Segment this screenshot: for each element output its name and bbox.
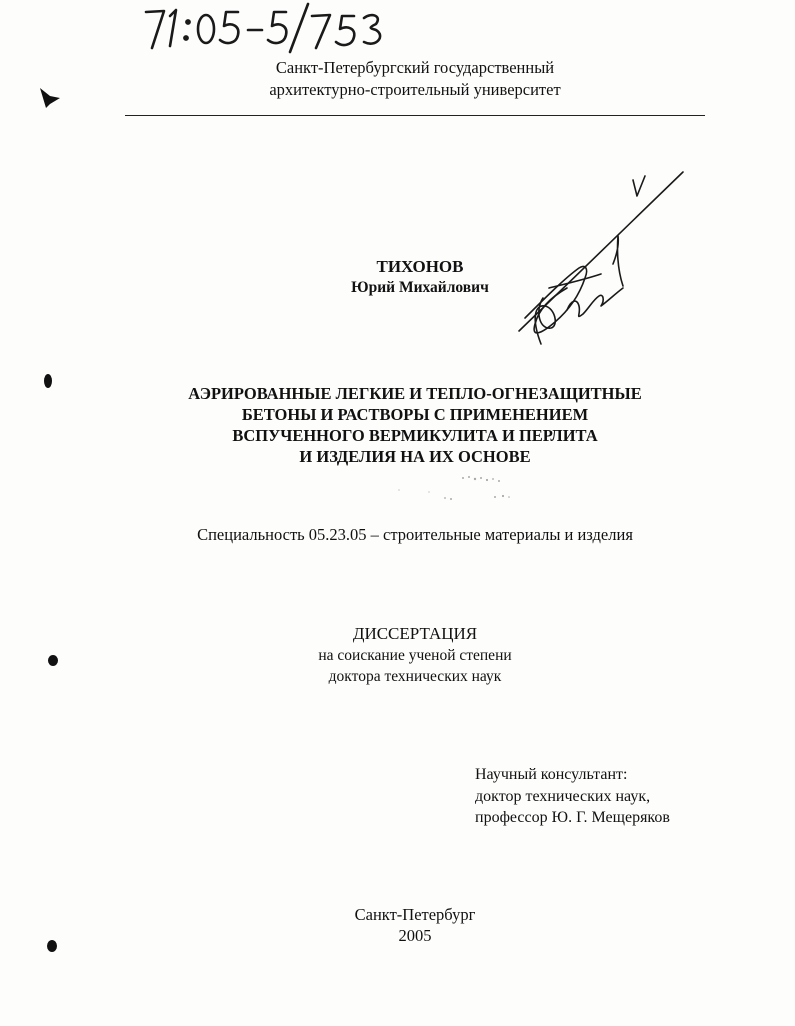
title-line-3: ВСПУЧЕННОГО ВЕРМИКУЛИТА И ПЕРЛИТА <box>232 426 598 445</box>
handwritten-archive-code <box>140 2 400 54</box>
title-line-4: И ИЗДЕЛИЯ НА ИХ ОСНОВЕ <box>299 447 531 466</box>
handwritten-signature <box>505 168 700 356</box>
university-line-2: архитектурно-строительный университет <box>269 80 561 99</box>
dissertation-title <box>130 383 700 467</box>
degree-line-2: доктора технических наук <box>328 668 502 685</box>
degree-line-1: на соискание ученой степени <box>318 647 512 664</box>
scan-mark <box>36 82 66 112</box>
university-name <box>180 57 650 101</box>
header-divider <box>125 115 705 116</box>
scientific-consultant <box>475 764 735 829</box>
scan-mark <box>48 655 58 666</box>
author-name: Юрий Михайлович <box>351 279 489 296</box>
speciality: Специальность 05.23.05 – строительные материалы и изделия <box>197 525 633 544</box>
scan-mark <box>44 374 52 388</box>
title-line-2: БЕТОНЫ И РАСТВОРЫ С ПРИМЕНЕНИЕМ <box>241 405 589 424</box>
degree-description <box>260 645 570 687</box>
title-line-1: АЭРИРОВАННЫЕ ЛЕГКИЕ И ТЕПЛО-ОГНЕЗАЩИТНЫЕ <box>188 384 642 403</box>
consultant-degree: доктор технических наук, <box>475 787 651 805</box>
faint-stamp <box>385 470 535 510</box>
consultant-label: Научный консультант: <box>475 766 628 783</box>
university-line-1: Санкт-Петербургский государственный <box>275 58 555 77</box>
scan-mark <box>47 940 57 952</box>
city: Санкт-Петербург <box>354 905 476 924</box>
dissertation-heading: ДИССЕРТАЦИЯ <box>352 624 478 643</box>
author-surname: ТИХОНОВ <box>376 257 464 276</box>
year: 2005 <box>398 926 432 945</box>
consultant-name: профессор Ю. Г. Мещеряков <box>475 809 670 826</box>
